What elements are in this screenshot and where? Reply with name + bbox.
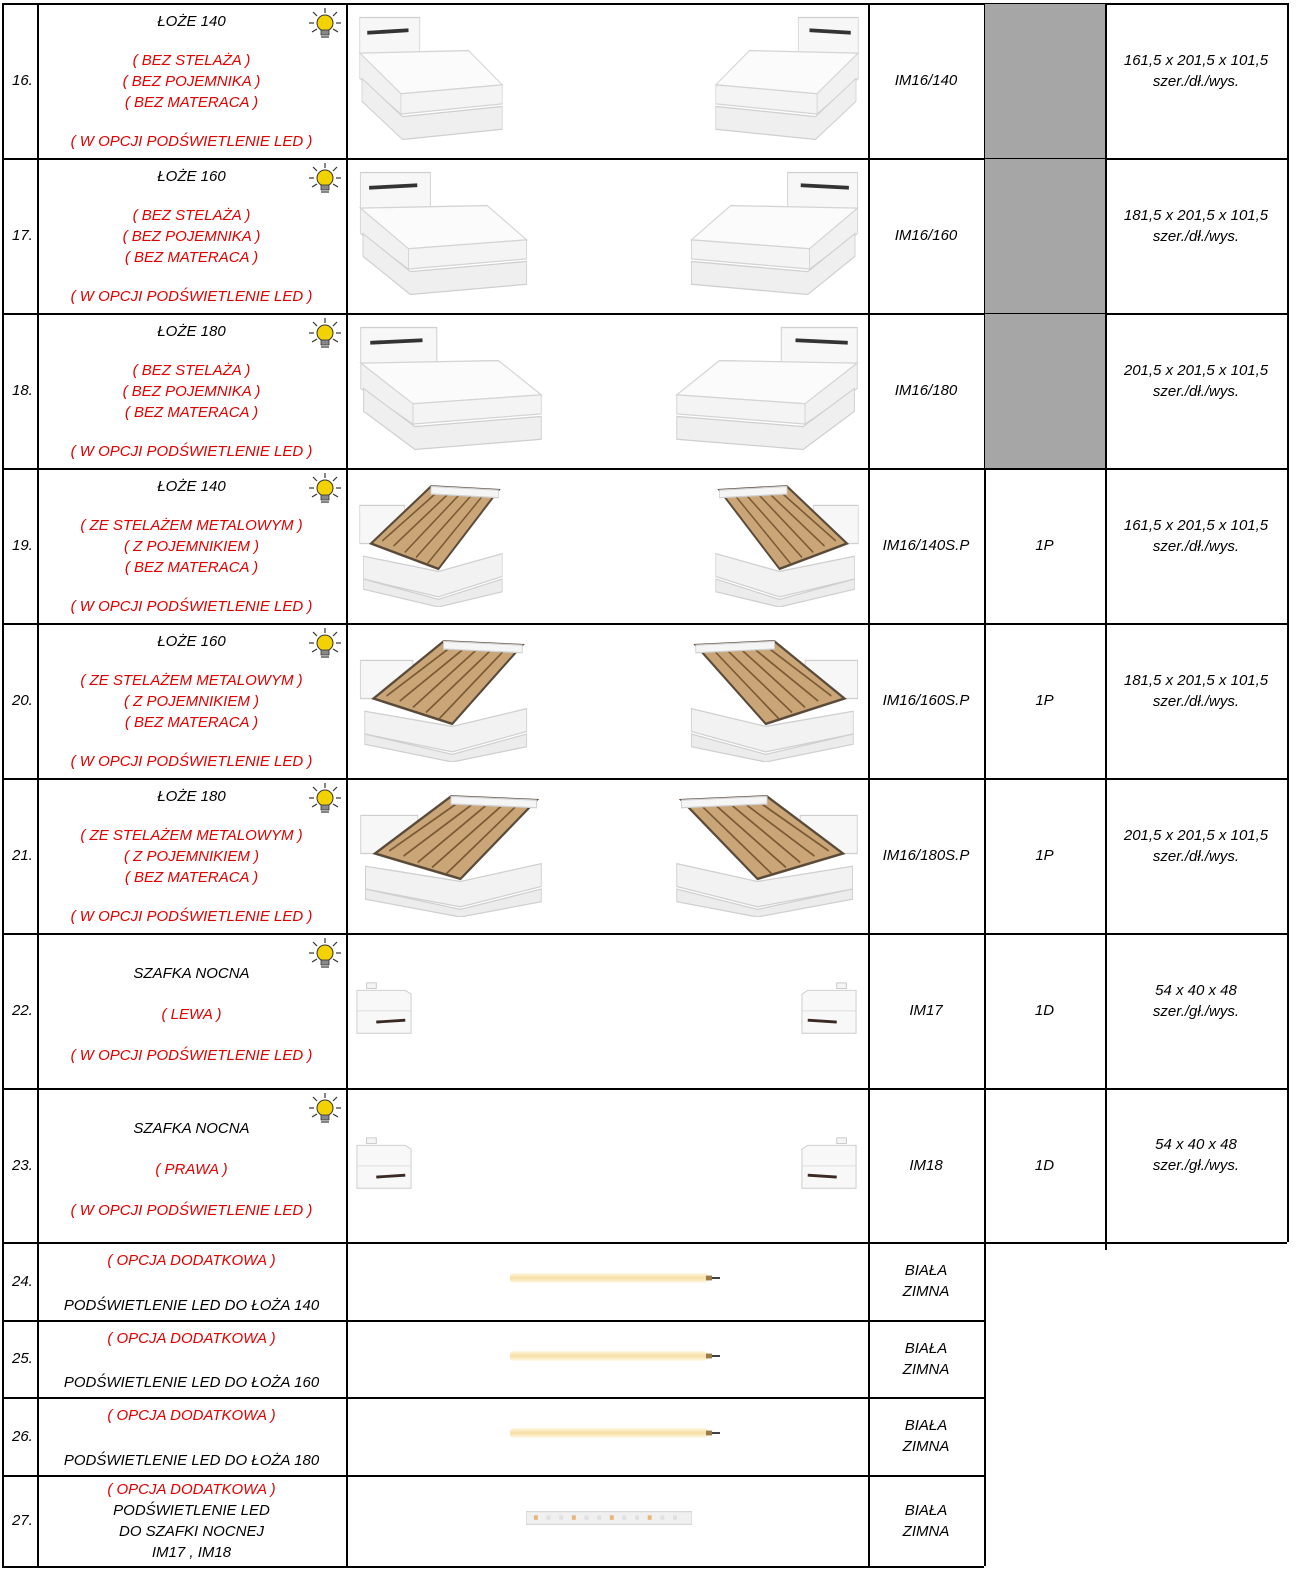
package-count-label: 1D	[1034, 1002, 1055, 1019]
dimensions-unit: szer./gł./wys.	[1152, 1157, 1240, 1174]
dimensions-unit: szer./dł./wys.	[1152, 692, 1240, 710]
product-note: ( BEZ STELAŻA )	[132, 362, 251, 379]
dimensions-value: 161,5 x 201,5 x 101,5	[1123, 516, 1269, 534]
led-option-note: ( W OPCJI PODŚWIETLENIE LED )	[70, 598, 313, 615]
led-description	[39, 1397, 344, 1475]
bed-front-image	[356, 325, 546, 452]
product-title: SZAFKA NOCNA	[133, 965, 250, 982]
bed-side-image	[712, 480, 862, 607]
row-number-label: 19.	[12, 537, 33, 554]
row-number	[4, 313, 43, 468]
product-code-label: IM16/160	[894, 227, 958, 244]
product-notes	[80, 825, 302, 888]
led-bulb-icon	[308, 782, 342, 816]
product-note: ( BEZ POJEMNIKA )	[122, 73, 261, 90]
dimensions-value: 161,5 x 201,5 x 101,5	[1123, 51, 1269, 69]
row-divider	[2, 1566, 984, 1568]
led-bulb-icon	[308, 1092, 342, 1126]
product-note: ( BEZ STELAŻA )	[132, 207, 251, 224]
column-divider	[1287, 3, 1289, 1242]
product-note: ( BEZ MATERACA )	[124, 869, 259, 886]
package-count	[986, 158, 1103, 313]
bed-front-image	[356, 635, 531, 762]
package-count	[986, 313, 1103, 468]
row-number-label: 16.	[12, 72, 33, 89]
nightstand-side-image	[800, 981, 858, 1037]
product-note: ( BEZ STELAŻA )	[132, 52, 251, 69]
dimensions-value: 181,5 x 201,5 x 101,5	[1123, 206, 1269, 224]
product-note: ( ZE STELAŻEM METALOWYM )	[80, 827, 303, 844]
led-bulb-icon	[308, 7, 342, 41]
led-title-line: DO SZAFKI NOCNEJ	[118, 1522, 264, 1540]
product-notes	[161, 1004, 221, 1025]
package-count	[986, 3, 1103, 158]
led-bar-image	[510, 1348, 720, 1364]
dimensions	[1107, 3, 1285, 138]
nightstand-side-image	[800, 1136, 858, 1192]
led-option-note: ( W OPCJI PODŚWIETLENIE LED )	[70, 1047, 313, 1064]
led-color	[870, 1242, 982, 1320]
led-bulb-icon	[308, 162, 342, 196]
product-code	[870, 933, 982, 1088]
dimensions	[1107, 468, 1285, 603]
led-color-line: BIAŁA	[904, 1339, 948, 1357]
product-note: ( LEWA )	[161, 1006, 222, 1023]
product-code-label: IM17	[909, 1002, 943, 1019]
product-note: ( Z POJEMNIKIEM )	[123, 693, 259, 710]
led-bar-image	[510, 1270, 720, 1286]
dimensions-value: 181,5 x 201,5 x 101,5	[1123, 671, 1269, 689]
product-note: ( BEZ MATERACA )	[124, 714, 259, 731]
product-notes	[80, 515, 302, 578]
product-notes	[123, 360, 261, 423]
package-count	[986, 933, 1103, 1088]
product-code-label: IM16/180	[894, 382, 958, 399]
led-bulb-icon	[308, 627, 342, 661]
row-number	[4, 623, 43, 778]
product-description	[39, 3, 344, 158]
package-count	[986, 1088, 1103, 1242]
dimensions-value: 201,5 x 201,5 x 101,5	[1123, 826, 1269, 844]
product-code	[870, 1088, 982, 1242]
product-note: ( PRAWA )	[155, 1160, 228, 1178]
row-number-label: 17.	[12, 227, 33, 244]
product-title: ŁOŻE 180	[157, 788, 226, 805]
product-note: ( ZE STELAŻEM METALOWYM )	[80, 517, 303, 534]
led-bulb-icon	[308, 472, 342, 506]
dimensions-unit: szer./dł./wys.	[1152, 537, 1240, 555]
package-count-label: 1P	[1035, 537, 1054, 554]
dimensions-unit: szer./dł./wys.	[1152, 847, 1240, 865]
product-code	[870, 468, 982, 623]
product-note: ( BEZ MATERACA )	[124, 94, 259, 111]
product-description	[39, 933, 344, 1088]
product-note: ( ZE STELAŻEM METALOWYM )	[80, 672, 303, 689]
bed-front-image	[356, 480, 506, 607]
product-code	[870, 3, 982, 158]
row-number	[4, 1320, 43, 1397]
column-divider	[984, 1242, 986, 1566]
product-title: ŁOŻE 140	[157, 13, 226, 30]
nightstand-front-image	[355, 1136, 413, 1192]
dimensions	[1107, 933, 1285, 1068]
bed-front-image	[356, 790, 546, 917]
row-number-label: 25.	[12, 1350, 33, 1367]
row-number	[4, 1242, 43, 1320]
led-color	[870, 1397, 982, 1475]
bed-side-image	[712, 15, 862, 142]
led-option-note: ( W OPCJI PODŚWIETLENIE LED )	[70, 908, 313, 925]
product-description	[39, 158, 344, 313]
bed-side-image	[687, 635, 862, 762]
product-code-label: IM16/160S.P	[882, 692, 970, 709]
dimensions-value: 54 x 40 x 48	[1155, 1136, 1237, 1153]
led-option-note: ( OPCJA DODATKOWA )	[107, 1407, 276, 1424]
product-code	[870, 623, 982, 778]
led-color-line: ZIMNA	[902, 1522, 950, 1540]
led-color-line: ZIMNA	[902, 1283, 950, 1300]
led-option-note: ( OPCJA DODATKOWA )	[107, 1252, 276, 1269]
product-notes	[80, 670, 302, 733]
product-notes	[123, 205, 261, 268]
product-description	[39, 778, 344, 933]
led-bulb-icon	[308, 317, 342, 351]
led-option-note: ( W OPCJI PODŚWIETLENIE LED )	[70, 753, 313, 770]
row-number	[4, 933, 43, 1088]
nightstand-front-image	[355, 981, 413, 1037]
product-note: ( BEZ MATERACA )	[124, 249, 259, 266]
product-code	[870, 778, 982, 933]
led-color	[870, 1475, 982, 1566]
product-code	[870, 158, 982, 313]
product-note: ( Z POJEMNIKIEM )	[123, 848, 259, 865]
row-number-label: 18.	[12, 382, 33, 399]
row-number-label: 20.	[12, 692, 33, 709]
row-number	[4, 468, 43, 623]
dimensions	[1107, 778, 1285, 913]
row-number	[4, 3, 43, 158]
bed-side-image	[687, 170, 862, 297]
product-description	[39, 468, 344, 623]
row-number-label: 23.	[12, 1156, 33, 1174]
dimensions	[1107, 313, 1285, 448]
bed-front-image	[356, 15, 506, 142]
led-bar-image	[510, 1425, 720, 1441]
led-title: PODŚWIETLENIE LED DO ŁOŻA 140	[63, 1297, 320, 1314]
product-code-label: IM16/140	[894, 72, 958, 89]
led-color-line: BIAŁA	[904, 1501, 948, 1519]
product-code	[870, 313, 982, 468]
product-note: ( BEZ MATERACA )	[124, 404, 259, 421]
product-code-label: IM16/180S.P	[882, 847, 970, 864]
row-number-label: 26.	[12, 1427, 33, 1445]
led-bulb-icon	[308, 937, 342, 971]
dimensions-value: 201,5 x 201,5 x 101,5	[1123, 361, 1269, 379]
row-number	[4, 778, 43, 933]
led-color-line: BIAŁA	[904, 1417, 948, 1434]
product-description	[39, 313, 344, 468]
led-title-line: PODŚWIETLENIE LED	[113, 1501, 270, 1519]
led-title: PODŚWIETLENIE LED DO ŁOŻA 160	[63, 1374, 320, 1391]
led-option-note: ( W OPCJI PODŚWIETLENIE LED )	[70, 288, 313, 305]
dimensions	[1107, 623, 1285, 758]
package-count-label: 1P	[1035, 692, 1054, 709]
product-title: ŁOŻE 160	[157, 633, 226, 650]
product-code-label: IM18	[909, 1156, 943, 1174]
dimensions	[1107, 1088, 1285, 1222]
led-title-line: IM17 , IM18	[151, 1543, 232, 1561]
row-number	[4, 1088, 43, 1242]
dimensions-unit: szer./dł./wys.	[1152, 72, 1240, 90]
product-title: ŁOŻE 180	[157, 323, 226, 340]
package-count-label: 1D	[1034, 1156, 1055, 1174]
led-color-line: ZIMNA	[902, 1438, 950, 1455]
product-note: ( BEZ POJEMNIKA )	[122, 383, 261, 400]
dimensions-unit: szer./gł./wys.	[1152, 1002, 1240, 1020]
product-description	[39, 623, 344, 778]
product-note: ( BEZ MATERACA )	[124, 559, 259, 576]
led-color-line: BIAŁA	[904, 1262, 948, 1279]
package-count	[986, 623, 1103, 778]
dimensions-unit: szer./dł./wys.	[1152, 382, 1240, 400]
row-number-label: 21.	[12, 847, 33, 864]
product-title: SZAFKA NOCNA	[133, 1119, 250, 1137]
led-strip-image	[526, 1509, 692, 1527]
row-number	[4, 158, 43, 313]
product-note: ( BEZ POJEMNIKA )	[122, 228, 261, 245]
led-title: PODŚWIETLENIE LED DO ŁOŻA 180	[63, 1452, 320, 1469]
bed-side-image	[672, 790, 862, 917]
product-notes	[155, 1159, 227, 1180]
led-option-note: ( W OPCJI PODŚWIETLENIE LED )	[70, 1201, 313, 1219]
product-title: ŁOŻE 140	[157, 478, 226, 495]
led-description	[39, 1320, 344, 1397]
led-color-line: ZIMNA	[902, 1360, 950, 1378]
bed-side-image	[672, 325, 862, 452]
column-divider	[346, 3, 348, 1566]
package-count	[986, 468, 1103, 623]
led-option-note: ( W OPCJI PODŚWIETLENIE LED )	[70, 133, 313, 150]
product-code-label: IM16/140S.P	[882, 537, 970, 554]
bed-front-image	[356, 170, 531, 297]
product-note: ( Z POJEMNIKIEM )	[123, 538, 259, 555]
product-description	[39, 1088, 344, 1242]
led-description	[39, 1242, 344, 1320]
led-color	[870, 1320, 982, 1397]
row-number	[4, 1475, 43, 1566]
row-number-label: 22.	[12, 1002, 33, 1019]
led-nightstand-description	[39, 1475, 344, 1566]
led-option-note: ( OPCJA DODATKOWA )	[107, 1330, 276, 1347]
led-option-note: ( W OPCJI PODŚWIETLENIE LED )	[70, 443, 313, 460]
package-count-label: 1P	[1035, 847, 1054, 864]
product-notes	[123, 50, 261, 113]
dimensions-value: 54 x 40 x 48	[1155, 981, 1237, 999]
dimensions-unit: szer./dł./wys.	[1152, 227, 1240, 245]
package-count	[986, 778, 1103, 933]
row-number-label: 24.	[12, 1272, 33, 1290]
row-number-label: 27.	[12, 1512, 33, 1529]
product-title: ŁOŻE 160	[157, 168, 226, 185]
dimensions	[1107, 158, 1285, 293]
row-number	[4, 1397, 43, 1475]
led-option-note: ( OPCJA DODATKOWA )	[107, 1480, 276, 1498]
